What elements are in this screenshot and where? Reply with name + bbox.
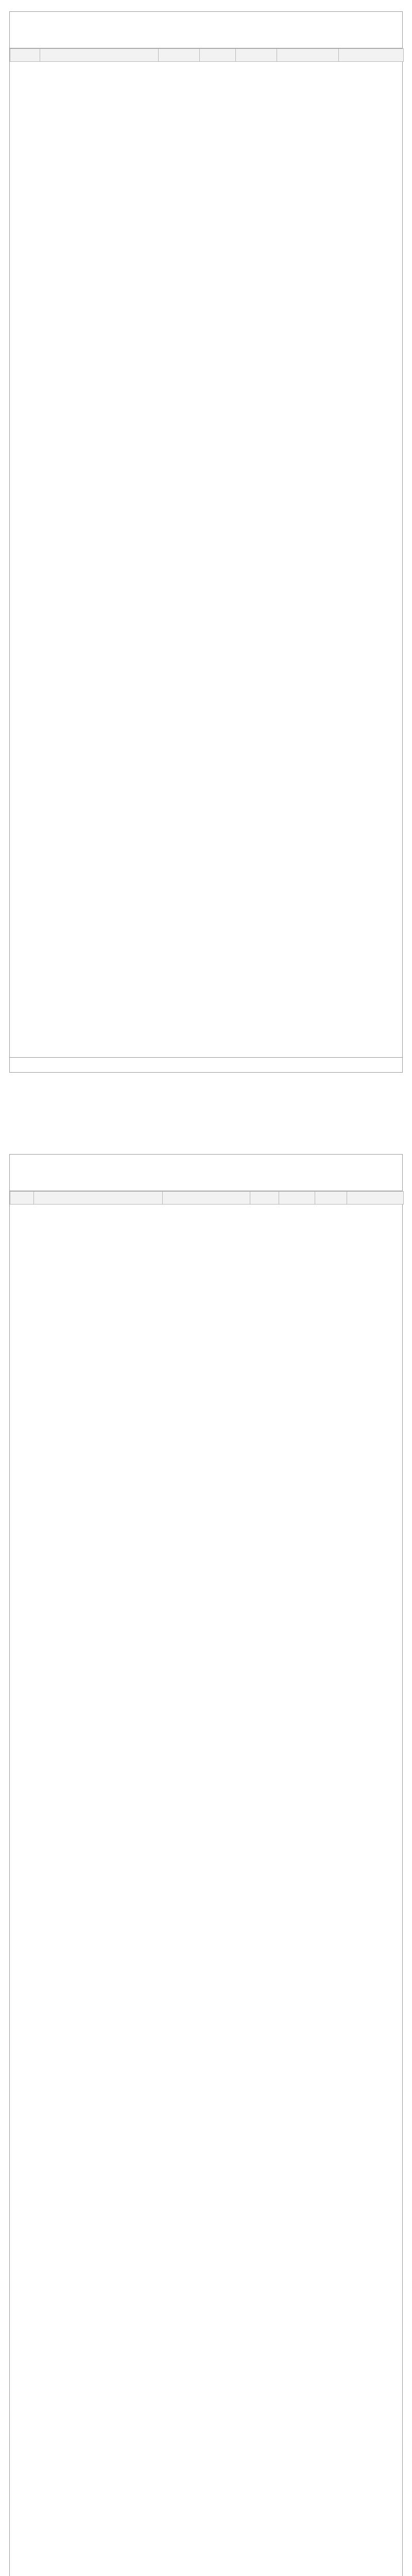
col-item xyxy=(40,49,159,62)
demand-footer xyxy=(10,1057,402,1072)
col-unit xyxy=(159,49,200,62)
demand-table xyxy=(10,48,404,62)
col-note2 xyxy=(315,1192,347,1205)
col-region xyxy=(200,49,236,62)
supply-table xyxy=(10,1191,404,1205)
col-phone xyxy=(277,49,339,62)
demand-sheet xyxy=(9,11,403,1073)
col-content xyxy=(34,1192,163,1205)
demand-sheet-title xyxy=(10,12,402,48)
col-phone2 xyxy=(347,1192,404,1205)
col-contact2 xyxy=(279,1192,315,1205)
col-region2 xyxy=(250,1192,279,1205)
supply-sheet xyxy=(9,1154,403,2576)
col-date xyxy=(10,49,40,62)
col-category xyxy=(10,1192,34,1205)
col-contact xyxy=(236,49,277,62)
col-company xyxy=(163,1192,250,1205)
col-note xyxy=(339,49,404,62)
supply-sheet-title xyxy=(10,1155,402,1191)
